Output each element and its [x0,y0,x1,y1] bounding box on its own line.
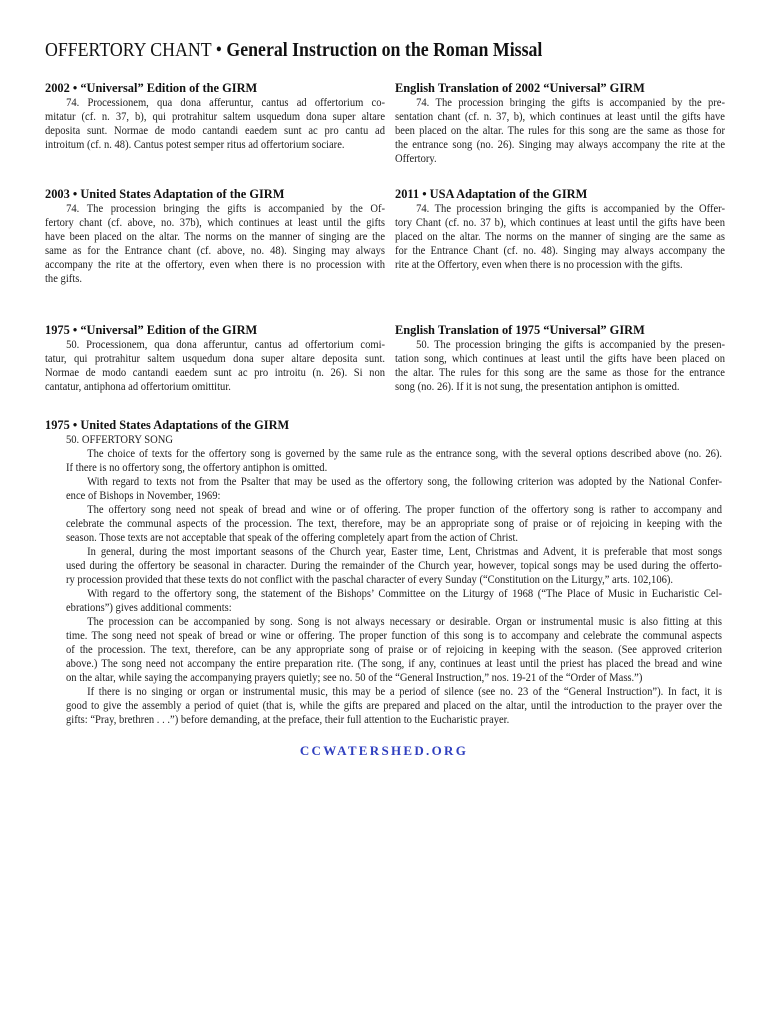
text-line: the entrance song (no. 26). Singing may always accompany the rite at the [395,137,725,151]
text-line: With regard to the offertory song, the statement of the Bishops’ Committee on the Liturgy of 1968 (“The Place of Music in Eucharistic Cel- [87,586,723,600]
section-subheading: 50. OFFERTORY SONG [66,432,174,446]
text-line: have been placed on the altar. The norms on the manner of singing are the [45,229,386,243]
text-line: used during the offertory be seasonal in character. During the remainder of the Church year, however, topical songs may be used during the offerto- [66,558,723,572]
text-line: ebrations”) gives additional comments: [66,600,232,614]
text-line: tory Chant (cf. no. 37 b), which continues at least until the gifts have been [395,215,725,229]
paragraph [66,544,722,586]
section-heading: 2002 • “Universal” Edition of the GIRM [45,80,258,95]
text-line: The choice of texts for the offertory song is governed by the same rule as the entrance song, with the several options described above (no. 26). [87,446,723,460]
paragraph [66,614,722,684]
text-line: season. Those texts are not acceptable that speak of the offering completely apart from the action of Christ. [66,530,519,544]
text-line: 74. Processionem, qua dona afferuntur, cantus ad offertorium co- [66,95,386,109]
text-line: If there is no singing or organ or instrumental music, this may be a period of silence (see no. 23 of the “General Instruction”). In fact, it is [87,684,723,698]
text-line: same as for the Entrance chant (cf. above, no. 48). Singing may always [45,243,386,257]
paragraph [395,95,725,165]
section-usa-1975 [45,419,722,727]
paragraph [395,201,725,271]
paragraph [66,684,722,726]
text-line: tatur, qui protrahitur saltem usquedum dona super altare deposita sunt. [45,351,386,365]
text-line: good to give the assembly a period of quiet (that is, while the gifts are prepared and placed on the altar, until the introduction to the prayer over the [66,698,723,712]
text-line: 50. The procession bringing the gifts is accompanied by the presen- [416,337,725,351]
text-line: been placed on the altar. The rules for this song are the same as those for [395,123,725,137]
text-line: 74. The procession bringing the gifts is accompanied by the Of- [66,201,386,215]
section-heading: English Translation of 2002 “Universal” GIRM [395,80,645,95]
paragraph [45,95,385,151]
paragraph [395,337,725,393]
text-line: on the altar, while saying the accompanying prayers quietly; see no. 50 of the “General Instruction,” nos. 19-21 of the “Order of Mass.”) [66,670,643,684]
section-body [66,432,722,726]
text-line: tation song, which continues at least until the gifts have been placed on [395,351,725,365]
text-line: deposita sunt. Normae de modo cantandi eaedem sunt ac pro cantu ad [45,123,386,137]
title-prefix: OFFERTORY CHANT • [45,39,222,61]
text-line: time. The song need not speak of bread or wine or offering. The proper function of this song is to accompany and celebrate the communal aspects [66,628,723,642]
text-line: the gifts. [45,271,82,285]
section-heading: 1975 • “Universal” Edition of the GIRM [45,322,258,337]
text-line: 74. The procession bringing the gifts is accompanied by the pre- [416,95,725,109]
text-line: above.) The song need not accompany the entire preparation rite. (The song, if any, continues at least until the priest has placed the bread and wine [66,656,723,670]
section-heading: 2011 • USA Adaptation of the GIRM [395,186,588,201]
paragraph-list [66,446,722,726]
text-line: sentation chant (cf. n. 37, b), which continues at least until the gifts have [395,109,725,123]
section-body [395,201,725,271]
section-body [45,95,385,151]
paragraph [66,586,722,614]
text-line: celebrate the communal aspects of the procession. The text, therefore, may be an appropriate song of praise or of rejoicing in keeping with the [66,516,723,530]
section-body [395,337,725,393]
text-line: Offertory. [395,151,437,165]
text-line: rite at the Offertory, even when there is no procession with the gifts. [395,257,683,271]
text-line: introitum (cf. n. 48). Cantus potest semper ritus ad offertorium sociare. [45,137,345,151]
text-line: ence of Bishops in November, 1969: [66,488,221,502]
section-body [45,201,385,285]
section-body [45,337,385,393]
text-line: mitatur (cf. n. 37, b), qui protrahitur saltem usquedum dona super altare [45,109,386,123]
text-line: ry procession provided that these texts do not conflict with the paschal character of every Sunday (“Constitution on the Liturgy,” arts. 102,106). [66,572,674,586]
section-heading: English Translation of 1975 “Universal” GIRM [395,322,645,337]
paragraph [45,201,385,285]
section-usa-2011 [395,188,725,272]
paragraph [66,446,722,474]
text-line: Normae de modo cantandi eaedem sunt ac pro introitu (n. 26). Si non [45,365,386,379]
title-main: General Instruction on the Roman Missal [226,39,543,61]
text-line: placed on the altar. The norms on the manner of singing are the same as [395,229,725,243]
section-latin-1975 [45,324,385,394]
text-line: accompany the rite at the offertory, even when there is no procession with [45,257,386,271]
paragraph [45,337,385,393]
text-line: gifts: “Pray, brethren . . .”) before demanding, at the preface, their full attention to the Eucharistic prayer. [66,712,510,726]
text-line: With regard to texts not from the Psalter that may be used as the offertory song, the following criterion was adopted by the National Confer- [87,474,723,488]
text-line: 74. The procession bringing the gifts is accompanied by the Offer- [416,201,725,215]
section-heading: 1975 • United States Adaptations of the GIRM [45,417,290,432]
text-line: cantatur, antiphona ad offertorium omittitur. [45,379,231,393]
text-line: fertory chant (cf. above, no. 37b), which continues at least until the gifts [45,215,386,229]
section-body [395,95,725,165]
text-line: for the Entrance Chant (cf. no. 48). Singing may always accompany the [395,243,725,257]
text-line: 50. Processionem, qua dona afferuntur, cantus ad offertorium comi- [66,337,386,351]
section-heading: 2003 • United States Adaptation of the GIRM [45,186,285,201]
paragraph [66,474,722,502]
section-english-1975 [395,324,725,394]
section-latin-2002 [45,82,385,152]
text-line: If there is no offertory song, the offertory antiphon is omitted. [66,460,328,474]
text-line: of the procession. The text, therefore, can be any appropriate song of praise or of rejoicing in keeping with the season. (See approved criterion [66,642,723,656]
text-line: The procession can be accompanied by song. Song is not always necessary or desirable. Organ or instrumental music is also fitting at this [87,614,723,628]
text-line: In general, during the most important seasons of the Church year, Easter time, Lent, Christmas and Advent, it is preferable that most songs [87,544,723,558]
text-line: the altar. The rules for this song are the same as those for the entrance [395,365,725,379]
section-english-2002 [395,82,725,166]
paragraph [66,502,722,544]
footer-site-link[interactable]: CCWATERSHED.ORG [299,743,469,758]
text-line: The offertory song need not speak of bread and wine or of offering. The proper function of the offertory song is rather to accompany and [87,502,723,516]
section-usa-2003 [45,188,385,286]
text-line: song (no. 26). If it is not sung, the presentation antiphon is omitted. [395,379,680,393]
page-title [45,38,542,62]
